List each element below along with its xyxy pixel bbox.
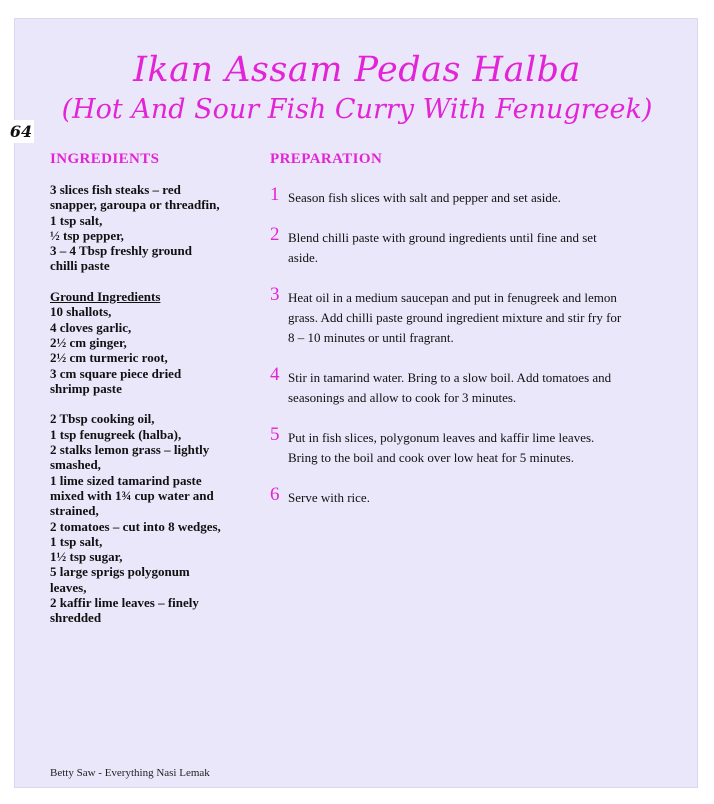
ingredients-group-main: [50, 182, 255, 274]
step-text-line: Season fish slices with salt and pepper and set aside.: [288, 190, 561, 205]
ingredient-line: 1 tsp fenugreek (halba),: [50, 426, 182, 442]
ingredient-line: 5 large sprigs polygonum: [50, 564, 190, 580]
spacer: [50, 274, 255, 289]
ingredient-line: 1 tsp salt,: [50, 212, 103, 228]
ingredient-line: 2 kaffir lime leaves – finely: [50, 595, 199, 611]
step-text-line: Heat oil in a medium saucepan and put in fenugreek and lemon: [288, 290, 617, 305]
ingredient-line: 2 tomatoes – cut into 8 wedges,: [50, 518, 221, 534]
ground-ingredients-subheading: Ground Ingredients: [50, 289, 161, 305]
ingredient-line: mixed with 1¾ cup water and: [50, 487, 214, 503]
step-number: 1: [270, 184, 280, 205]
ingredient-line: 10 shallots,: [50, 304, 112, 320]
preparation-step: [270, 284, 675, 348]
step-text-line: Serve with rice.: [288, 490, 370, 505]
page-number: 64: [9, 122, 33, 141]
ingredient-line: 2½ cm ginger,: [50, 334, 127, 350]
step-text-line: grass. Add chilli paste ground ingredient mixture and stir fry for: [288, 310, 622, 325]
ingredient-line: shrimp paste: [50, 380, 122, 396]
step-number: 2: [270, 224, 280, 245]
step-text-line: Blend chilli paste with ground ingredients until fine and set: [288, 230, 597, 245]
ingredient-line: 2 stalks lemon grass – lightly: [50, 442, 210, 458]
step-text-line: seasonings and allow to cook for 3 minutes.: [288, 390, 517, 405]
ingredient-line: 3 slices fish steaks – red: [50, 182, 181, 197]
preparation-step: [270, 364, 675, 408]
ingredient-line: shredded: [50, 610, 102, 626]
recipe-subtitle: (Hot And Sour Fish Curry With Fenugreek): [61, 94, 653, 125]
ingredients-heading: INGREDIENTS: [50, 151, 160, 167]
spacer: [50, 396, 255, 411]
ingredient-line: smashed,: [50, 457, 101, 473]
step-number: 6: [270, 484, 280, 505]
ingredient-line: strained,: [50, 503, 99, 519]
step-text-line: Bring to the boil and cook over low heat for 5 minutes.: [288, 450, 574, 465]
ingredient-line: 2 Tbsp cooking oil,: [50, 411, 155, 427]
ingredient-line: 4 cloves garlic,: [50, 319, 132, 335]
ingredient-line: 1 tsp salt,: [50, 533, 103, 549]
preparation-step: [270, 184, 675, 208]
ingredient-line: leaves,: [50, 579, 87, 595]
recipe-title: Ikan Assam Pedas Halba: [133, 50, 581, 90]
step-number: 3: [270, 284, 280, 305]
preparation-steps: [270, 184, 675, 508]
ingredient-line: 1½ tsp sugar,: [50, 549, 123, 565]
step-text-line: aside.: [288, 250, 318, 265]
ingredient-line: snapper, garoupa or threadfin,: [50, 197, 220, 213]
preparation-step: [270, 484, 675, 508]
step-text-line: 8 – 10 minutes or until fragrant.: [288, 330, 454, 345]
ingredient-line: 3 – 4 Tbsp freshly ground: [50, 243, 192, 259]
ingredient-line: 2½ cm turmeric root,: [50, 350, 168, 366]
ingredient-line: chilli paste: [50, 258, 110, 274]
ingredient-line: 1 lime sized tamarind paste: [50, 472, 202, 488]
step-number: 5: [270, 424, 280, 445]
ingredients-list: [50, 182, 255, 626]
ingredients-group-ground: [50, 304, 255, 396]
preparation-heading: PREPARATION: [270, 151, 383, 167]
step-number: 4: [270, 364, 280, 385]
book-footer: Betty Saw - Everything Nasi Lemak: [50, 767, 210, 779]
preparation-step: [270, 424, 675, 468]
step-text-line: Stir in tamarind water. Bring to a slow boil. Add tomatoes and: [288, 370, 612, 385]
ingredient-line: ½ tsp pepper,: [50, 227, 124, 243]
step-text-line: Put in fish slices, polygonum leaves and kaffir lime leaves.: [288, 430, 595, 445]
preparation-step: [270, 224, 675, 268]
ingredient-line: 3 cm square piece dried: [50, 365, 182, 381]
ingredients-group-cooking: [50, 411, 255, 625]
